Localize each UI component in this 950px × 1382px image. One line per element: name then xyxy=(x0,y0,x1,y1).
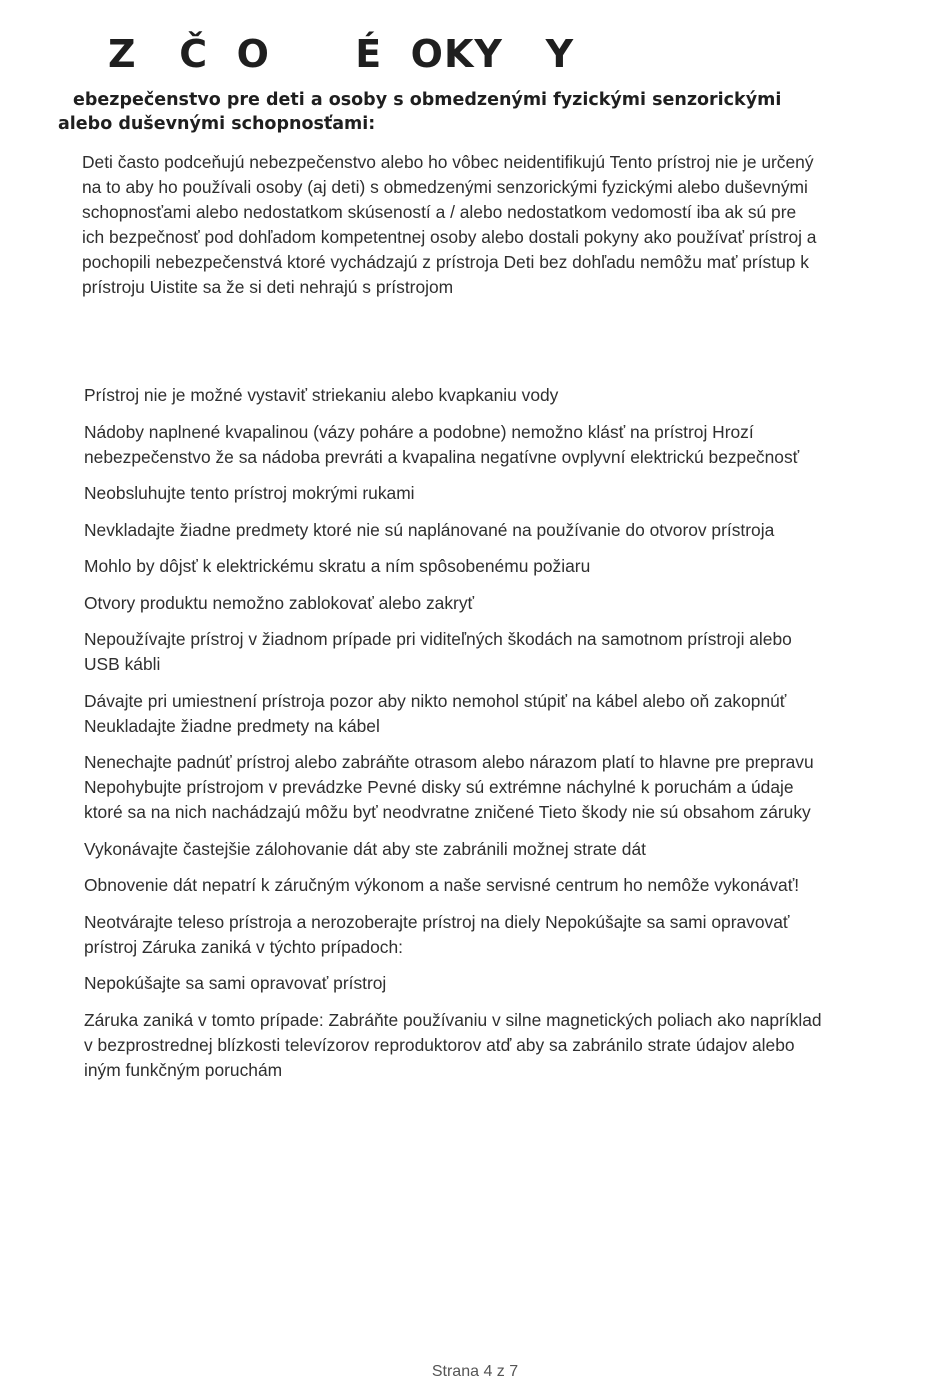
warning-item: Nepoužívajte prístroj v žiadnom prípade pri viditeľných škodách na samotnom prístroji alebo USB kábli xyxy=(84,629,792,674)
section-heading-line-1: ebezpečenstvo pre deti a osoby s obmedzenými fyzickými senzorickými xyxy=(73,90,782,110)
section-heading xyxy=(58,88,818,136)
warnings-list xyxy=(84,383,914,1094)
warning-item: Prístroj nie je možné vystaviť striekaniu alebo kvapkaniu vody xyxy=(84,385,559,405)
section-heading-line-2: alebo duševnými schopnosťami: xyxy=(58,114,376,134)
warning-item: Otvory produktu nemožno zablokovať alebo zakryť xyxy=(84,592,475,613)
warning-item: Mohlo by dôjsť k elektrickému skratu a ním spôsobenému požiaru xyxy=(84,556,591,576)
warning-item: Nenechajte padnúť prístroj alebo zabráňte otrasom alebo nárazom platí to hlavne pre prepravu Nepohybujte prístrojom v prevádzke Pevné disky sú extrémne náchylné k poruchám a údaje ktoré sa na nich nachádzajú môžu byť neodvratne zničené Tieto škody nie sú obsahom záruky xyxy=(84,752,814,822)
warning-item: Nádoby naplnené kvapalinou (vázy poháre a podobne) nemožno klásť na prístroj Hrozí nebezpečenstvo že sa nádoba prevráti a kvapalina negatívne ovplyvní elektrickú bezpečnosť xyxy=(84,421,800,467)
warning-item: Neobsluhujte tento prístroj mokrými rukami xyxy=(84,483,415,503)
page-number: Strana 4 z 7 xyxy=(431,1363,519,1380)
page-title: Z Č O É OKY Y xyxy=(108,32,575,76)
intro-paragraph: Deti často podceňujú nebezpečenstvo alebo ho vôbec neidentifikujú Tento prístroj nie je určený na to aby ho používali osoby (aj deti) s obmedzenými senzorickými fyzickými alebo duševnými schopnosťami alebo nedostatkom skúseností a / alebo nedostatkom vedomostí iba ak sú pre ich bezpečnosť pod dohľadom kompetentnej osoby alebo dostali pokyny ako používať prístroj a pochopili nebezpečenstvá ktoré vychádzajú z prístroja Deti bez dohľadu nemôžu mať prístup k prístroju Uistite sa že si deti nehrajú s prístrojom xyxy=(82,152,817,297)
warning-item: Vykonávajte častejšie zálohovanie dát aby ste zabránili možnej strate dát xyxy=(84,838,646,859)
warning-item: Dávajte pri umiestnení prístroja pozor aby nikto nemohol stúpiť na kábel alebo oň zakopnúť Neukladajte žiadne predmety na kábel xyxy=(84,690,787,736)
warning-item: Záruka zaniká v tomto prípade: Zabráňte používaniu v silne magnetických poliach ako napríklad v bezprostrednej blízkosti televízorov reproduktorov atď aby sa zabránilo strate údajov alebo iným funkčným poruchám xyxy=(84,1009,822,1080)
warning-item: Neotvárajte teleso prístroja a nerozoberajte prístroj na diely Nepokúšajte sa sami opravovať prístroj Záruka zaniká v týchto prípadoch: xyxy=(84,911,790,957)
warning-item: Obnovenie dát nepatrí k záručným výkonom a naše servisné centrum ho nemôže vykonávať! xyxy=(84,875,800,895)
warning-item: Nevkladajte žiadne predmety ktoré nie sú naplánované na používanie do otvorov prístroja xyxy=(84,519,775,540)
warning-item: Nepokúšajte sa sami opravovať prístroj xyxy=(84,973,387,993)
